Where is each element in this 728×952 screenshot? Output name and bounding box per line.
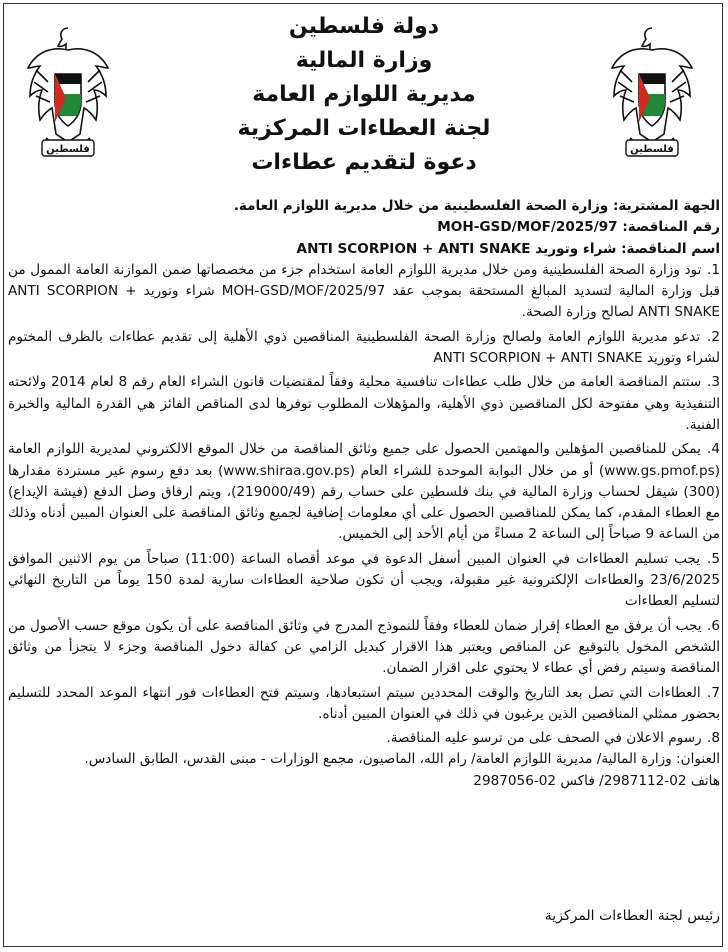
palestine-eagle-emblem-left	[22, 22, 114, 167]
list-item: 6. يجب أن يرفق مع العطاء إقرار ضمان للعطاء وفقاً للنموذج المدرج في وثائق المناقصة على أن يكون موقع حسب الأصول من الشخص المخول بالتوقيع عن المناقص ويعتبر هذا الاقرار كبديل الزامي عن كفالة دخول المناقصة وجزء لا يتجزأ من وثائق المناقصة وسيتم رفض أي عطاء لا يحتوي على اقرار الضمان.	[8, 617, 721, 677]
list-item: 5. يجب تسليم العطاءات في العنوان المبين أسفل الدعوة في موعد أقصاه الساعة (11:00) صباحاً من يوم الاثنين الموافق 23/6/2025 والعطاءات الإلكترونية غير مقبولة، ويجب أن تكون صلاحية العطاءات سارية لمدة 150 يوماً من التاريخ النهائي لتسليم العطاءات	[8, 550, 720, 610]
address-line: العنوان: وزارة المالية/ مديرية اللوازم العامة/ رام الله، الماصيون، مجمع الوزارات - مبنى القدس، الطابق السادس.	[84, 751, 720, 768]
list-item: 3. ستتم المناقصة العامة من خلال طلب عطاءات تنافسية محلية وفقاً لمقتضيات قانون الشراء العام رقم 8 لعام 2014 ولائحته التنفيذية وهي مفتوحة لكل المناقصين ذوي الأهلية، والمؤهلات المطلوب توفرها لدى المناقص الفائز هي القدرة المالية والخبرة الفنية.	[8, 374, 720, 433]
buyer-line: الجهة المشترية: وزارة الصحة الفلسطينية من خلال مديرية اللوازم العامة.	[233, 198, 720, 214]
palestine-eagle-emblem-right	[606, 22, 698, 167]
tender-number: رقم المناقصة: MOH-GSD/MOF/2025/97	[437, 219, 720, 236]
ministry-name: وزارة المالية	[295, 48, 433, 73]
signature-line: رئيس لجنة العطاءات المركزية	[544, 908, 720, 924]
phone-fax-line: هاتف 02-2987112/ فاكس 02-2987056	[473, 772, 720, 789]
letterhead	[150, 10, 578, 180]
directorate-name: مديرية اللوازم العامة	[252, 82, 476, 107]
list-item: 1. تود وزارة الصحة الفلسطينية ومن خلال مديرية اللوازم العامة استخدام جزء من مخصصاتها ضمن الموازنة العامة الممول من قبل وزارة المالية لتسديد المبالغ المستحقة بموجب عقد MOH-GSD/MOF/2025/97 شراء وتوريد ANTI SCORPION + ANTI SNAKE لصالح وزارة الصحة.	[8, 261, 721, 321]
list-item: 2. تدعو مديرية اللوازم العامة ولصالح وزارة الصحة الفلسطينية المناقصين ذوي الأهلية إلى تقديم عطاءات بالظرف المختوم لشراء وتوريد ANTI SCORPION + ANTI SNAKE	[8, 328, 720, 367]
document-title: دعوة لتقديم عطاءات	[251, 150, 477, 175]
tender-name: اسم المناقصة: شراء وتوريد ANTI SCORPION + ANTI SNAKE	[296, 240, 720, 257]
tender-announcement-body	[8, 196, 720, 792]
country-name: دولة فلسطين	[288, 14, 440, 39]
list-item: 8. رسوم الاعلان في الصحف على من ترسو عليه المناقصة.	[386, 730, 720, 747]
emblem-caption: فلسطين	[46, 144, 90, 155]
committee-name: لجنة العطاءات المركزية	[237, 116, 491, 141]
emblem-caption: فلسطين	[630, 144, 674, 155]
list-item: 4. يمكن للمناقصين المؤهلين والمهتمين الحصول على جميع وثائق المناقصة من خلال الموقع الالكتروني لمديرية اللوازم العامة (www.gs.pmof.ps) أو من خلال البوابة الموحدة للشراء العام (www.shiraa.gov.ps) بعد دفع رسوم غير مستردة مقدارها (300) شيقل لحساب وزارة المالية في بنك فلسطين على حساب رقم (219000/49)، ويتم ارفاق وصل الدفع (فيشة الإيداع) مع العطاء المقدم، كما يمكن للمناقصين الحصول على أي معلومات إضافية لجميع وثائق المناقصة على العنوان المبين أدناه وذلك من الساعة 9 صباحاً إلى الساعة 2 مساءً من أيام الأحد إلى الخميس.	[8, 441, 720, 543]
list-item: 7. العطاءات التي تصل بعد التاريخ والوقت المحددين سيتم استبعادها، وسيتم فتح العطاءات فور انتهاء الموعد المحدد للتسليم بحضور ممثلي المناقصين الذين يرغبون في ذلك في العنوان المبين أدناه.	[8, 684, 720, 722]
